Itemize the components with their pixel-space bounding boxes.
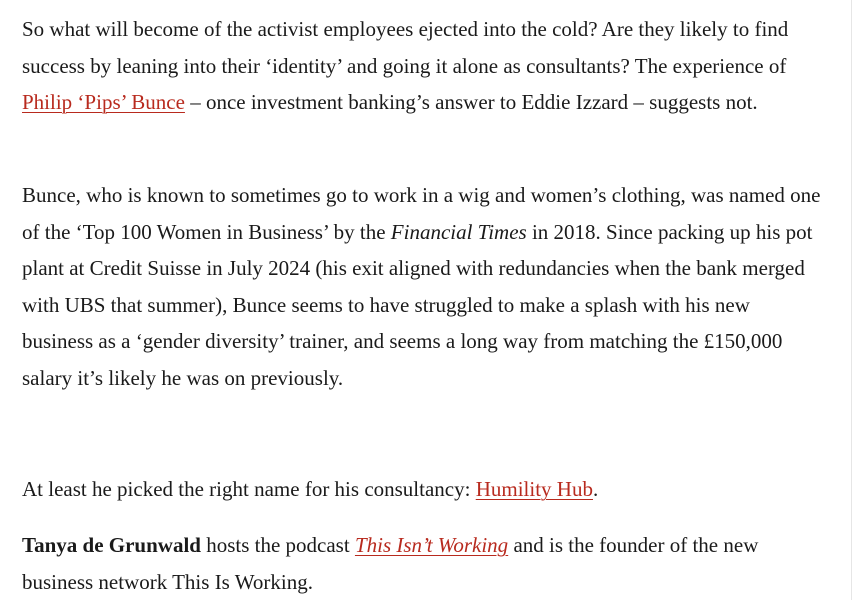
author-bio [22,527,822,600]
paragraph-text: So what will become of the activist employees ejected into the cold? Are they likely to find success by leaning into their ‘identity’ and going it alone as consultants? The experience of [22,17,789,78]
paragraph-bunce-career [22,177,822,396]
podcast-link[interactable]: This Isn’t Working [354,533,509,557]
paragraph-text: hosts the podcast [200,533,355,557]
publication-name: Financial Times [390,219,527,244]
humility-hub-link[interactable]: Humility Hub [475,477,593,501]
paragraph-text: . [592,477,599,501]
paragraph-text: Bunce, who is known to sometimes go to work in a wig and women’s clothing, was named one of the ‘Top 100 Women in Business’ by the [22,183,821,244]
paragraph-text: and is the founder of the new business network This Is Working. [22,533,759,594]
paragraph-consultancy [22,471,822,508]
paragraph-text: – once investment banking’s answer to Eddie Izzard – suggests not. [184,90,758,114]
paragraph-text: At least he picked the right name for his consultancy: [22,477,476,501]
author-name: Tanya de Grunwald [22,533,201,557]
paragraph-bunce-intro [22,11,822,121]
paragraph-text: in 2018. Since packing up his pot plant at Credit Suisse in July 2024 (his exit aligned with redundancies when the bank merged with UBS that summer), Bunce seems to have struggled to make a splash with his new business as a ‘gender diversity’ trainer, and seems a long way from matching the £150,000 salary it’s likely he was on previously. [22,219,813,390]
philip-bunce-link[interactable]: Philip ‘Pips’ Bunce [22,90,185,114]
